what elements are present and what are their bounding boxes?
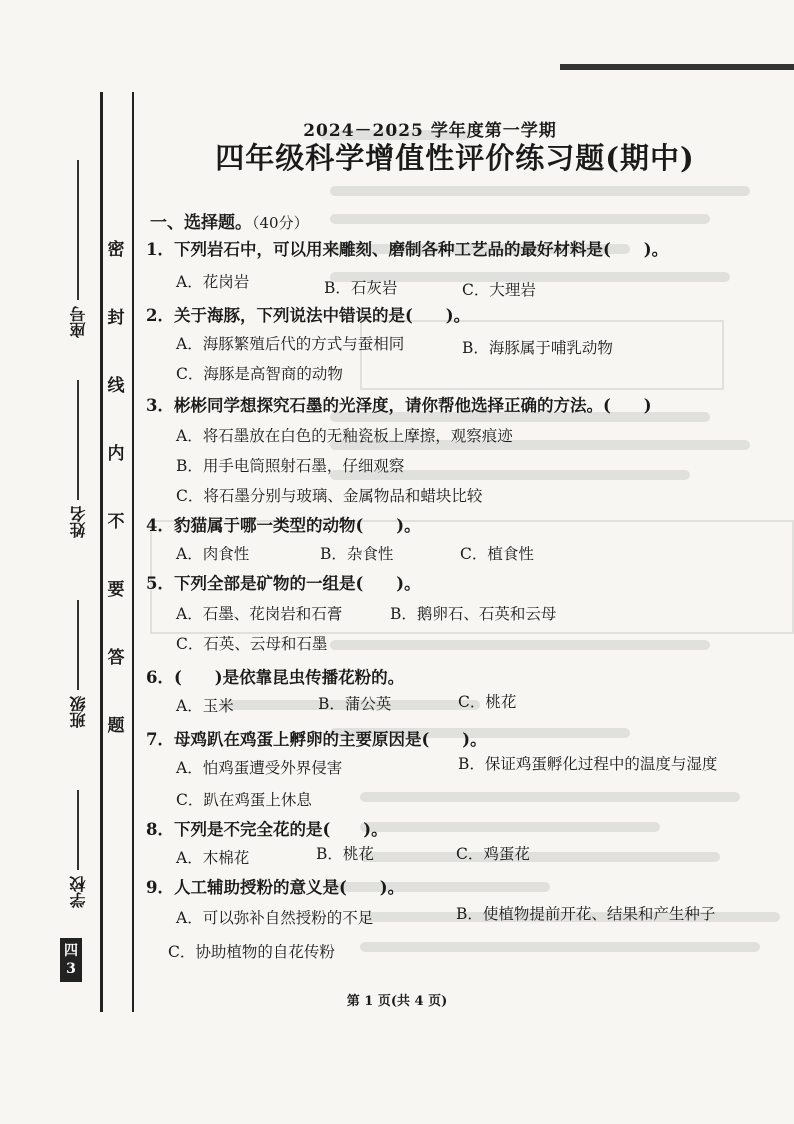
page-footer: 第 1 页(共 4 页) — [346, 994, 448, 1009]
option[interactable]: A．海豚繁殖后代的方式与蚕相同 — [176, 335, 405, 353]
term-heading: 2024－2025 学年度第一学期 — [303, 121, 557, 141]
option[interactable]: B．海豚属于哺乳动物 — [462, 339, 613, 357]
seal-char: 不 — [107, 512, 125, 532]
seal-char: 封 — [107, 308, 125, 328]
seal-char: 要 — [107, 580, 125, 600]
option[interactable]: A．怕鸡蛋遭受外界侵害 — [176, 759, 343, 777]
section-heading — [150, 208, 309, 233]
seal-char: 内 — [107, 444, 125, 464]
class-label: 班级 — [68, 696, 88, 728]
school-label: 学校 — [68, 876, 88, 908]
seal-line-notice — [106, 240, 126, 784]
page-title: 四年级科学增值性评价练习题(期中) — [215, 141, 695, 175]
option[interactable]: A．肉食性 — [176, 545, 250, 563]
question-stem: 7．母鸡趴在鸡蛋上孵卵的主要原因是( )。 — [146, 730, 487, 749]
option[interactable]: A．木棉花 — [176, 849, 250, 867]
grade-badge-number: 3 — [66, 961, 76, 977]
grade-badge-char: 四 — [64, 943, 78, 959]
section-label: 一、选择题。 — [150, 213, 252, 233]
seal-char: 线 — [107, 376, 125, 396]
option[interactable]: C．植食性 — [460, 545, 534, 563]
question-stem: 1．下列岩石中，可以用来雕刻、磨制各种工艺品的最好材料是( )。 — [146, 240, 669, 259]
option[interactable]: B．石灰岩 — [324, 279, 398, 297]
option[interactable]: C．趴在鸡蛋上休息 — [176, 791, 312, 809]
name-field[interactable] — [58, 380, 98, 538]
option[interactable]: C．海豚是高智商的动物 — [176, 365, 343, 383]
option[interactable]: A．花岗岩 — [176, 273, 250, 291]
seal-char: 题 — [107, 716, 125, 736]
option[interactable]: B．蒲公英 — [318, 695, 392, 713]
grade-badge — [60, 938, 82, 982]
binding-line-outer — [100, 92, 103, 1012]
option[interactable]: C．协助植物的自花传粉 — [168, 943, 335, 961]
option[interactable]: B．桃花 — [316, 845, 374, 863]
option[interactable]: B．保证鸡蛋孵化过程中的温度与湿度 — [458, 755, 718, 773]
option[interactable]: C．石英、云母和石墨 — [176, 635, 328, 653]
binding-line-inner — [132, 92, 134, 1012]
name-label: 姓名 — [68, 506, 88, 538]
option[interactable]: B．鹅卵石、石英和云母 — [390, 605, 557, 623]
option[interactable]: A．石墨、花岗岩和石膏 — [176, 605, 343, 623]
question-stem: 6．( )是依靠昆虫传播花粉的。 — [146, 668, 405, 687]
question-stem: 5．下列全部是矿物的一组是( )。 — [146, 574, 421, 593]
option[interactable]: C．桃花 — [458, 693, 517, 711]
option[interactable]: A．玉米 — [176, 697, 234, 715]
class-field[interactable] — [58, 600, 98, 728]
seat-label: 座号 — [68, 306, 88, 338]
question-stem: 3．彬彬同学想探究石墨的光泽度，请你帮他选择正确的方法。( ) — [146, 396, 652, 415]
option[interactable]: B．使植物提前开花、结果和产生种子 — [456, 905, 716, 923]
seal-char: 答 — [107, 648, 125, 668]
option[interactable]: B．用手电筒照射石墨，仔细观察 — [176, 457, 405, 475]
school-field[interactable] — [58, 790, 98, 908]
section-score: （40分） — [252, 214, 309, 232]
seal-char: 密 — [107, 240, 125, 260]
question-stem: 2．关于海豚，下列说法中错误的是( )。 — [146, 306, 471, 325]
option[interactable]: A．将石墨放在白色的无釉瓷板上摩擦，观察痕迹 — [176, 427, 513, 445]
question-stem: 4．豹猫属于哪一类型的动物( )。 — [146, 516, 421, 535]
option[interactable]: C．将石墨分别与玻璃、金属物品和蜡块比较 — [176, 487, 483, 505]
question-stem: 8．下列是不完全花的是( )。 — [146, 820, 388, 839]
seat-field[interactable] — [58, 160, 98, 338]
option[interactable]: A．可以弥补自然授粉的不足 — [176, 909, 374, 927]
option[interactable]: C．大理岩 — [462, 281, 536, 299]
question-stem: 9．人工辅助授粉的意义是( )。 — [146, 878, 405, 897]
option[interactable]: C．鸡蛋花 — [456, 845, 530, 863]
option[interactable]: B．杂食性 — [320, 545, 394, 563]
